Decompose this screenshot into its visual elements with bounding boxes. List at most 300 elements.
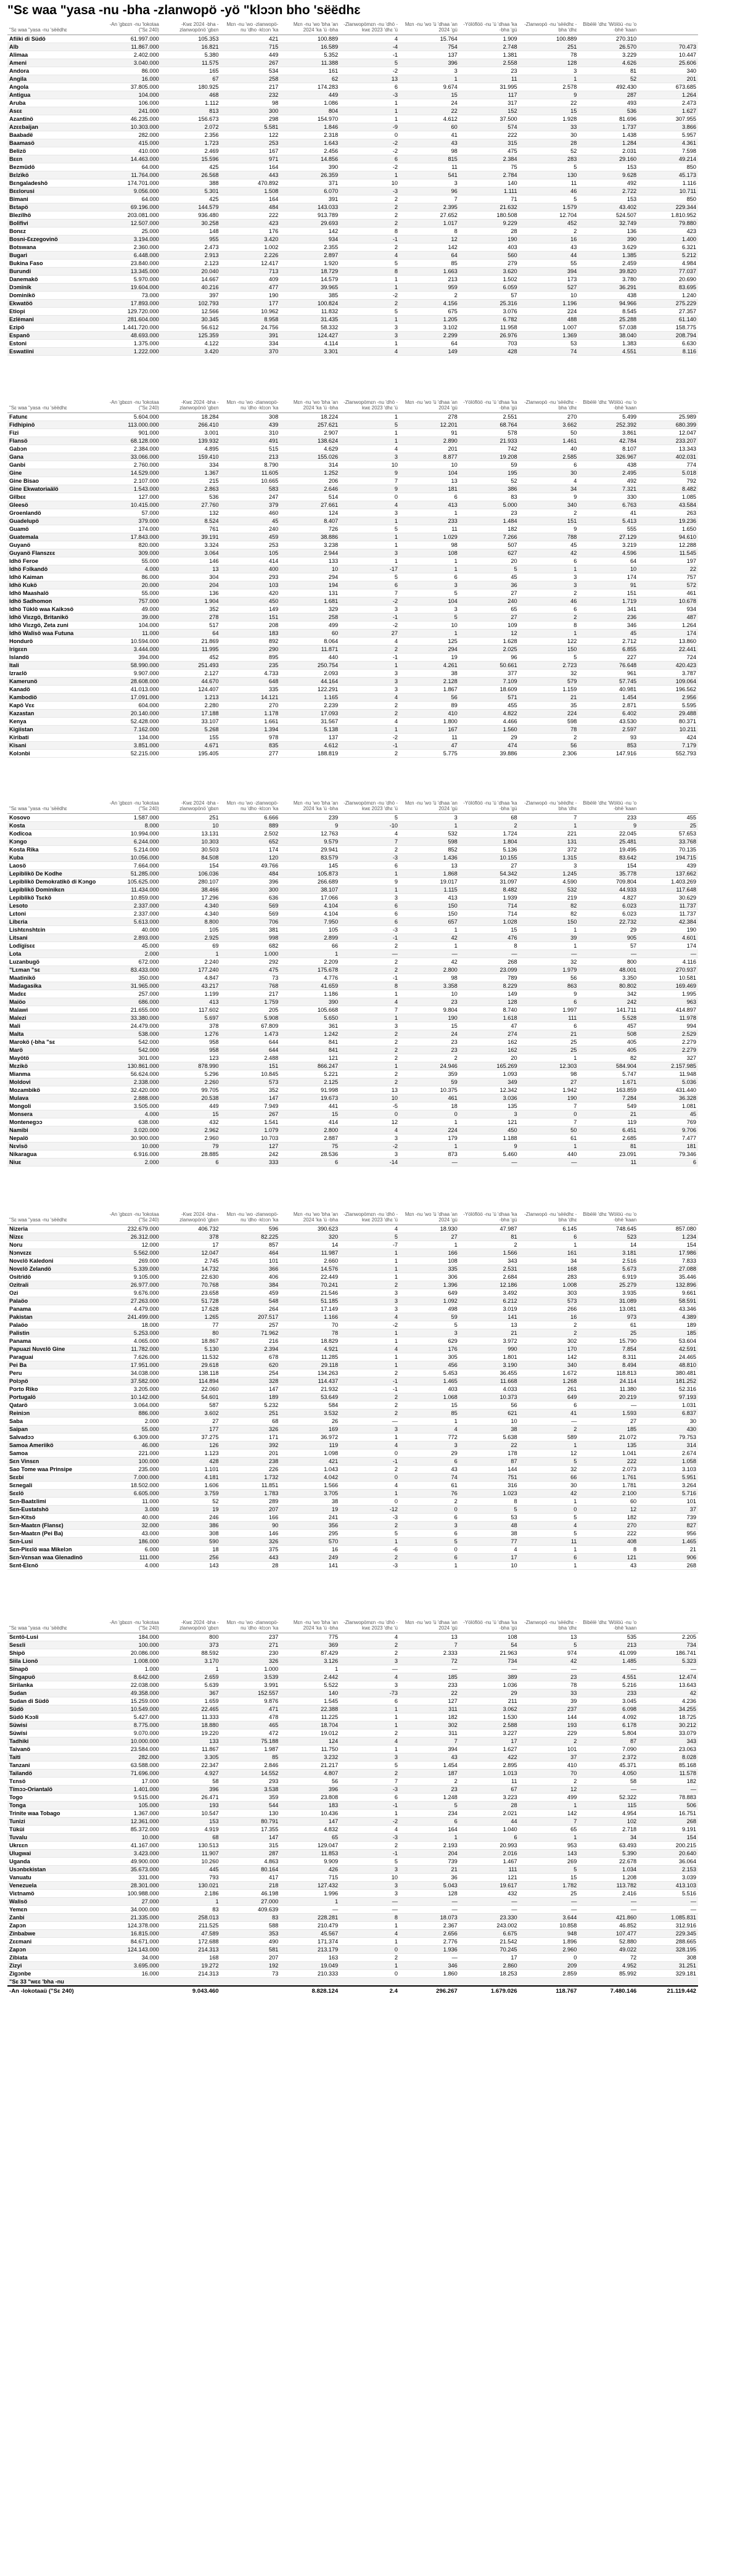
- table-cell: 397: [161, 292, 221, 300]
- table-cell: 16.751: [638, 1810, 698, 1818]
- table-cell: 222: [221, 211, 281, 219]
- table-cell: 584: [280, 1401, 340, 1409]
- table-cell: 327: [638, 1054, 698, 1062]
- table-cell: 38: [459, 1530, 519, 1538]
- country-name: Südö: [7, 1705, 101, 1713]
- table-cell: 754: [400, 43, 459, 51]
- table-row: [7, 1673, 698, 1681]
- table-cell: 215: [161, 477, 221, 485]
- table-cell: 2: [340, 1466, 400, 1474]
- table-cell: 30: [519, 469, 579, 477]
- table-cell: 7.284: [578, 1094, 638, 1102]
- table-cell: 1.264: [638, 621, 698, 630]
- table-cell: 9: [340, 469, 400, 477]
- table-cell: 163.859: [578, 1086, 638, 1094]
- table-cell: 118.813: [578, 1369, 638, 1377]
- table-cell: 101: [519, 1745, 579, 1754]
- table-header-row: [7, 398, 698, 413]
- table-cell: 300: [221, 886, 281, 894]
- table-cell: 1.659: [161, 1697, 221, 1705]
- table-cell: 2.000: [101, 950, 161, 958]
- table-cell: 229: [519, 1729, 579, 1737]
- table-cell: 1: [400, 1417, 459, 1425]
- country-name: Marö: [7, 1046, 101, 1054]
- table-cell: 21.932: [280, 1385, 340, 1393]
- table-cell: —: [280, 1906, 340, 1914]
- table-cell: 341: [578, 605, 638, 613]
- table-cell: 149: [221, 605, 281, 613]
- table-cell: 29: [459, 734, 519, 742]
- table-row: [7, 437, 698, 445]
- table-cell: 569: [221, 902, 281, 910]
- table-row: [7, 1102, 698, 1110]
- table-cell: 8: [459, 942, 519, 950]
- table-cell: 3.423.000: [101, 1850, 161, 1858]
- country-name: Samoa Ameriikö: [7, 1442, 101, 1450]
- table-cell: 8.107: [578, 445, 638, 453]
- table-cell: 11.867: [161, 1745, 221, 1754]
- table-cell: 64: [161, 630, 221, 638]
- table-cell: 107.477: [578, 1930, 638, 1938]
- table-cell: 2.684: [459, 1273, 519, 1281]
- table-row: [7, 1289, 698, 1297]
- table-cell: 268: [638, 1562, 698, 1570]
- country-name: Idhö Maashalö: [7, 589, 101, 597]
- table-cell: 1.199: [161, 990, 221, 998]
- table-cell: 475: [459, 147, 519, 155]
- table-cell: 6: [519, 461, 579, 469]
- table-cell: 18.829: [280, 1337, 340, 1345]
- table-cell: 990: [459, 1345, 519, 1353]
- table-cell: [340, 1978, 400, 1987]
- table-cell: 38: [400, 670, 459, 678]
- table-cell: 53: [519, 340, 579, 348]
- table-cell: 17.066: [280, 894, 340, 902]
- table-cell: 308: [161, 1530, 221, 1538]
- table-row: [7, 413, 698, 421]
- table-cell: 2.025: [459, 646, 519, 654]
- table-cell: 41: [400, 131, 459, 139]
- table-cell: 131: [519, 838, 579, 846]
- table-cell: 3.972: [459, 1337, 519, 1345]
- table-row: [7, 630, 698, 638]
- table-row: [7, 35, 698, 43]
- table-row: [7, 702, 698, 710]
- table-cell: 441: [280, 1102, 340, 1110]
- table-cell: 11.225: [280, 1713, 340, 1721]
- table-cell: 2.748: [459, 43, 519, 51]
- country-name: Kɔngo: [7, 838, 101, 846]
- table-row: [7, 998, 698, 1006]
- table-cell: 1: [400, 1142, 459, 1151]
- table-cell: 55: [519, 260, 579, 268]
- table-row: [7, 1826, 698, 1834]
- table-cell: 61.140: [638, 316, 698, 324]
- table-cell: 52: [161, 1498, 221, 1506]
- table-cell: 12.047: [161, 1249, 221, 1257]
- table-cell: 2.031: [578, 147, 638, 155]
- table-cell: 84.671.000: [101, 1938, 161, 1946]
- table-cell: 7: [519, 814, 579, 822]
- table-cell: 6.402: [578, 710, 638, 718]
- table-cell: 27: [161, 1417, 221, 1425]
- table-cell: 4.954: [578, 1810, 638, 1818]
- table-cell: 1: [519, 942, 579, 950]
- table-cell: 2.073: [578, 1466, 638, 1474]
- table-row: [7, 686, 698, 694]
- table-row: [7, 1086, 698, 1094]
- table-cell: 958: [161, 1038, 221, 1046]
- table-cell: 18.725: [638, 1713, 698, 1721]
- table-cell: 7.109: [459, 678, 519, 686]
- table-cell: 27: [400, 1233, 459, 1241]
- table-cell: 4.671: [161, 742, 221, 750]
- table-cell: 343: [459, 1257, 519, 1265]
- table-cell: 1.159: [519, 686, 579, 694]
- table-row: [7, 1657, 698, 1665]
- country-name: Mozambikö: [7, 1086, 101, 1094]
- table-cell: 1.234: [638, 1233, 698, 1241]
- table-cell: 772: [400, 1434, 459, 1442]
- table-cell: 6.782: [459, 316, 519, 324]
- table-cell: -1: [340, 934, 400, 942]
- table-cell: 3: [519, 581, 579, 589]
- table-cell: 19: [400, 654, 459, 662]
- table-cell: 1.441.720.000: [101, 324, 161, 332]
- table-cell: 1.587.000: [101, 814, 161, 822]
- table-cell: 164: [221, 195, 281, 203]
- table-cell: 3.662: [519, 421, 579, 429]
- table-cell: 672.000: [101, 958, 161, 966]
- table-cell: 115: [578, 1802, 638, 1810]
- table-cell: 124.143.000: [101, 1946, 161, 1954]
- table-cell: 1: [400, 630, 459, 638]
- table-cell: 380.481: [638, 1369, 698, 1377]
- table-cell: 2: [340, 710, 400, 718]
- table-cell: 428: [161, 1458, 221, 1466]
- table-cell: 18.000: [101, 1321, 161, 1329]
- country-name: Azantïnö: [7, 115, 101, 123]
- table-cell: 5.221: [280, 1070, 340, 1078]
- table-cell: 257.621: [280, 421, 340, 429]
- country-name: Gabɔn: [7, 445, 101, 453]
- table-cell: —: [459, 1906, 519, 1914]
- table-cell: 5.604.000: [101, 413, 161, 421]
- table-cell: 3.000: [101, 1506, 161, 1514]
- table-cell: 644: [221, 1038, 281, 1046]
- table-cell: 79.880: [638, 219, 698, 228]
- table-row: [7, 830, 698, 838]
- table-cell: 130: [519, 171, 579, 179]
- table-cell: 2: [519, 1425, 579, 1434]
- table-cell: 20.640: [638, 1850, 698, 1858]
- table-cell: 1: [280, 1898, 340, 1906]
- table-cell: -1: [340, 1458, 400, 1466]
- column-header: -An 'gbɛɛn -nu 'lokotaa ("Sɛ 240): [109, 1620, 159, 1631]
- table-cell: 304: [161, 573, 221, 581]
- table-cell: 30.345: [161, 316, 221, 324]
- table-cell: 228.281: [280, 1914, 340, 1922]
- table-cell: 33.079: [638, 1729, 698, 1737]
- country-name: Litsani: [7, 934, 101, 942]
- table-cell: 841: [280, 1038, 340, 1046]
- column-header: [638, 398, 698, 413]
- table-cell: 2: [340, 300, 400, 308]
- table-cell: 372: [519, 846, 579, 854]
- table-cell: 35.446: [638, 1273, 698, 1281]
- table-cell: 1.995: [638, 990, 698, 998]
- table-cell: 4: [459, 1546, 519, 1554]
- table-cell: 396: [161, 1786, 221, 1794]
- table-cell: 105.625.000: [101, 878, 161, 886]
- table-cell: —: [519, 1906, 579, 1914]
- table-cell: 403: [400, 1385, 459, 1393]
- column-header: -Zlanwopömɛn -nu 'dhö -kwɛ 2023 'dhɛ 'ü: [343, 22, 398, 33]
- country-name: "Lɛman "sɛ: [7, 966, 101, 974]
- column-header: Mɛn -nu 'wo -zlanwopö-nu 'dho -klɔɔn 'ka: [226, 1212, 279, 1223]
- table-cell: 16: [519, 1313, 579, 1321]
- table-row: [7, 605, 698, 613]
- table-cell: 359: [400, 1070, 459, 1078]
- table-cell: 12.000: [101, 1241, 161, 1249]
- table-cell: 153: [578, 195, 638, 203]
- table-cell: 1.013: [459, 1770, 519, 1778]
- table-row: [7, 1729, 698, 1737]
- table-row: [7, 886, 698, 894]
- table-cell: 548: [221, 1297, 281, 1305]
- column-header: Mɛn -nu 'wo 'ü 'dhaa 'an 2024 'gü: [405, 800, 458, 811]
- country-name: Blezïlhö: [7, 211, 101, 219]
- table-cell: 5: [340, 573, 400, 581]
- country-name: Ositrïdö: [7, 1273, 101, 1281]
- table-row: [7, 211, 698, 219]
- table-cell: 317: [459, 99, 519, 107]
- table-cell: 186.000: [101, 1538, 161, 1546]
- table-cell: 2.442: [280, 1673, 340, 1681]
- table-cell: 994: [638, 1022, 698, 1030]
- table-cell: 1.401.000: [101, 1786, 161, 1794]
- table-cell: 1.846: [280, 123, 340, 131]
- table-cell: 1.618: [459, 1014, 519, 1022]
- table-cell: 6: [519, 557, 579, 565]
- table-cell: 150: [519, 918, 579, 926]
- table-cell: 895: [221, 654, 281, 662]
- table-cell: 3: [340, 1289, 400, 1297]
- table-cell: 275.229: [638, 300, 698, 308]
- table-cell: 8.800: [161, 918, 221, 926]
- table-cell: 11.737: [638, 910, 698, 918]
- table-cell: 0: [340, 131, 400, 139]
- table-cell: 23: [519, 1673, 579, 1681]
- table-cell: 1.681: [280, 597, 340, 605]
- table-cell: 2.021: [459, 1810, 519, 1818]
- table-cell: 6: [400, 493, 459, 501]
- table-cell: —: [459, 950, 519, 958]
- table-cell: 298: [221, 115, 281, 123]
- table-cell: 29.118: [280, 1361, 340, 1369]
- table-cell: 10.415.000: [101, 501, 161, 509]
- table-row: [7, 854, 698, 862]
- table-cell: 438: [578, 461, 638, 469]
- table-cell: 742: [459, 445, 519, 453]
- table-cell: 162: [459, 1046, 519, 1054]
- table-cell: 18.284: [161, 413, 221, 421]
- country-name: Zigɔnbe: [7, 1970, 101, 1978]
- table-cell: 739: [400, 1858, 459, 1866]
- country-name: Tïmɔɔ-Oriantalö: [7, 1786, 101, 1794]
- table-cell: 130.513: [161, 1842, 221, 1850]
- country-name: Flansö: [7, 437, 101, 445]
- table-cell: 953: [519, 1842, 579, 1850]
- table-cell: 125: [400, 638, 459, 646]
- country-name: Kambodiö: [7, 694, 101, 702]
- table-cell: 6.178: [578, 1721, 638, 1729]
- table-cell: 1: [519, 926, 579, 934]
- table-row: [7, 846, 698, 854]
- table-cell: -2: [340, 734, 400, 742]
- country-name: Idhö Feroe: [7, 557, 101, 565]
- table-row: [7, 1070, 698, 1078]
- table-cell: 8.229: [459, 982, 519, 990]
- table-cell: 86.000: [101, 67, 161, 75]
- table-cell: 8.877: [400, 453, 459, 461]
- table-cell: 1.081: [638, 1102, 698, 1110]
- table-row: [7, 1562, 698, 1570]
- table-cell: 18.502.000: [101, 1482, 161, 1490]
- table-cell: 2: [340, 244, 400, 252]
- table-cell: 68: [161, 1834, 221, 1842]
- table-cell: 52.880: [578, 1938, 638, 1946]
- country-name: Malezi: [7, 1014, 101, 1022]
- table-cell: 2: [400, 292, 459, 300]
- table-cell: 82: [578, 1054, 638, 1062]
- total-cell: 9.043.460: [161, 1986, 221, 1996]
- table-cell: 235: [221, 662, 281, 670]
- table-cell: —: [519, 1665, 579, 1673]
- table-cell: 9.876: [221, 1697, 281, 1705]
- table-row: [7, 1874, 698, 1882]
- table-cell: 3: [519, 862, 579, 870]
- table-cell: 24.465: [638, 1353, 698, 1361]
- table-row: [7, 1361, 698, 1369]
- table-cell: 4: [340, 1313, 400, 1321]
- table-cell: 105.353: [161, 35, 221, 43]
- table-cell: 28: [459, 1802, 519, 1810]
- table-cell: 190: [400, 1014, 459, 1022]
- column-header: Mɛn -nu 'wo 'ü 'dhaa 'an 2024 'gü: [405, 400, 458, 411]
- country-name: Ulugwai: [7, 1850, 101, 1858]
- table-row: [7, 155, 698, 163]
- table-cell: 443: [221, 171, 281, 179]
- table-cell: 5: [519, 1530, 579, 1538]
- table-cell: 3.064: [161, 549, 221, 557]
- table-cell: 853: [578, 742, 638, 750]
- table-cell: 175.678: [280, 966, 340, 974]
- table-cell: 5.957: [638, 131, 698, 139]
- table-cell: 2.502: [221, 830, 281, 838]
- total-row: [7, 1986, 698, 1996]
- table-cell: 23.099: [459, 966, 519, 974]
- table-cell: 10.260: [161, 1858, 221, 1866]
- table-cell: 49.022: [578, 1946, 638, 1954]
- table-row: [7, 1946, 698, 1954]
- table-cell: 44: [519, 252, 579, 260]
- table-cell: 203.081.000: [101, 211, 161, 219]
- table-cell: 28: [459, 228, 519, 236]
- table-cell: 44: [459, 1818, 519, 1826]
- table-cell: 1: [280, 950, 340, 958]
- table-cell: 15.790: [578, 1337, 638, 1345]
- table-cell: 3: [340, 605, 400, 613]
- table-cell: 340: [519, 1361, 579, 1369]
- table-row: [7, 1434, 698, 1442]
- table-cell: 18.224: [280, 413, 340, 421]
- country-name: Sao Tome waa Prinsipe: [7, 1466, 101, 1474]
- table-cell: 11.851: [221, 1482, 281, 1490]
- table-cell: 168: [161, 1954, 221, 1962]
- table-cell: 23.840.000: [101, 260, 161, 268]
- table-cell: 8: [340, 1914, 400, 1922]
- table-row: [7, 1006, 698, 1014]
- table-row: [7, 179, 698, 187]
- table-cell: 375: [221, 1546, 281, 1554]
- table-cell: 62: [280, 75, 340, 83]
- table-cell: 3.538: [221, 1786, 281, 1794]
- table-cell: 174.701.000: [101, 179, 161, 187]
- table-cell: 413.103: [638, 1882, 698, 1890]
- table-cell: 165.269: [459, 1062, 519, 1070]
- table-cell: 1: [340, 1938, 400, 1946]
- table-cell: 10: [161, 822, 221, 830]
- table-cell: 136: [578, 228, 638, 236]
- table-cell: 15.596: [161, 155, 221, 163]
- table-cell: 58: [578, 1778, 638, 1786]
- table-cell: 386: [459, 485, 519, 493]
- table-cell: 866.247: [280, 1062, 340, 1070]
- table-cell: 405: [578, 1038, 638, 1046]
- table-cell: 461: [638, 589, 698, 597]
- table-cell: 5.650: [280, 1014, 340, 1022]
- table-cell: 3.076: [459, 308, 519, 316]
- table-cell: 7.626.000: [101, 1353, 161, 1361]
- table-cell: 349: [459, 1078, 519, 1086]
- table-cell: 6.448.000: [101, 252, 161, 260]
- table-cell: 8.000: [101, 822, 161, 830]
- table-cell: 257: [221, 1321, 281, 1329]
- table-cell: 254: [221, 1369, 281, 1377]
- table-cell: 5.951: [638, 1474, 698, 1482]
- table-cell: 8.545: [578, 308, 638, 316]
- column-header: -Yölöflöö -nu 'ü 'dhaa 'ka -bha 'gü: [463, 800, 517, 811]
- table-cell: -9: [340, 123, 400, 131]
- table-cell: 80: [161, 1329, 221, 1337]
- table-cell: 450: [459, 1126, 519, 1134]
- table-cell: 3.532: [280, 1409, 340, 1417]
- table-cell: 20.993: [459, 1842, 519, 1850]
- table-cell: 2.913: [161, 252, 221, 260]
- table-cell: 154: [638, 1834, 698, 1842]
- country-name: Süwisi: [7, 1721, 101, 1729]
- table-cell: 29: [459, 1689, 519, 1697]
- table-cell: 7: [340, 1778, 400, 1786]
- table-cell: 2.280: [161, 702, 221, 710]
- table-cell: 1: [340, 990, 400, 998]
- table-cell: 25.316: [459, 300, 519, 308]
- table-cell: 14.856: [280, 155, 340, 163]
- column-header: -Kwɛ 2024 -bha -zlanwopönö 'gbɛn: [179, 800, 219, 811]
- table-cell: 390.623: [280, 1225, 340, 1233]
- table-cell: 757.000: [101, 597, 161, 605]
